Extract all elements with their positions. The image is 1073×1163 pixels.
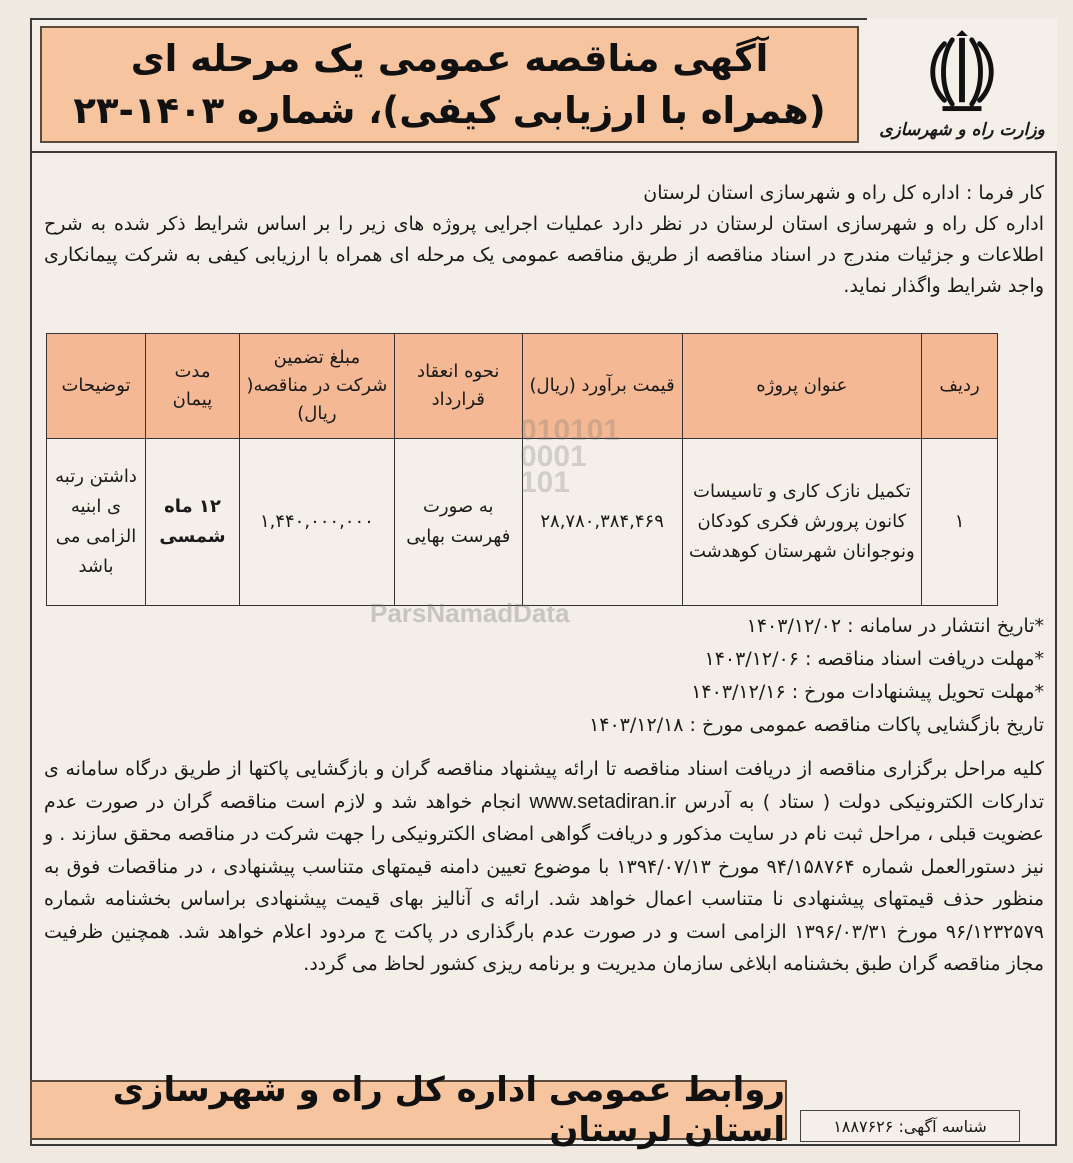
cell-estimate: ۲۸,۷۸۰,۳۸۴,۴۶۹ xyxy=(522,439,682,606)
notice-title: آگهی مناقصه عمومی یک مرحله ای xyxy=(130,36,769,80)
title-banner xyxy=(40,26,859,143)
header-project-title: عنوان پروژه xyxy=(682,334,922,439)
conditions-section xyxy=(44,753,1044,981)
cell-duration: ۱۲ ماه شمسی xyxy=(145,439,239,606)
conditions-paragraph xyxy=(44,753,1044,981)
header-notes: توضیحات xyxy=(47,334,146,439)
ministry-logo-block xyxy=(867,18,1057,151)
conditions-part2: انجام خواهد شد و لازم است مناقصه گران در صورت عدم عضویت قبلی ، مراحل ثبت نام در سایت مذکور و دریافت گواهی امضای الکترونیکی را جهت شرکت در مناقصه محقق سازند . و نیز دستورالعمل شماره ۹۴/۱۵۸۷۶۴ مورخ ۱۳۹۴/۰۷/۱۳ با موضوع تعیین دامنه قیمتهای متناسب پیشنهادی ، در مناقصات فوق به منظور حذف قیمتهای پیشنهادی نا متناسب اعمال خواهد شد. ارائه ی آنالیز بهای قیمت پیشنهادی براساس بخشنامه شماره ۹۶/۱۲۳۲۵۷۹ مورخ ۱۳۹۶/۰۳/۳۱ الزامی است و در صورت عدم بارگذاری در پاکت ج مردود اعلام خواهد شد. همچنین ظرفیت مجاز مناقصه گران طبق بخشنامه ابلاغی سازمان مدیریت و برنامه ریزی کشور لحاظ می گردد. xyxy=(44,790,1044,975)
watermark-digits: 010101 0001 101 xyxy=(520,414,621,499)
header-duration: مدت پیمان xyxy=(145,334,239,439)
setad-link[interactable]: www.setadiran.ir xyxy=(529,790,677,813)
iran-emblem-icon xyxy=(923,30,1001,116)
intro-paragraph: اداره کل راه و شهرسازی استان لرستان در نظر دارد عملیات اجرایی پروژه های زیر را بر اساس شرایط ذکر شده به شرح اطلاعات و جزئیات مندرج در اسناد مناقصه از طریق مناقصه عمومی یک مرحله ای همراه با ارزیابی کیفی به شرکت پیمانکاری واجد شرایط واگذار نماید. xyxy=(44,213,1044,297)
intro-section xyxy=(44,178,1044,302)
docs-deadline: *مهلت دریافت اسناد مناقصه : ۱۴۰۳/۱۲/۰۶ xyxy=(704,648,1044,670)
header-guarantee: مبلغ تضمین شرکت در مناقصه( ریال) xyxy=(239,334,394,439)
cell-guarantee: ۱,۴۴۰,۰۰۰,۰۰۰ xyxy=(239,439,394,606)
header-estimate: قیمت برآورد (ریال) xyxy=(522,334,682,439)
publish-date: *تاریخ انتشار در سامانه : ۱۴۰۳/۱۲/۰۲ xyxy=(746,615,1044,637)
conditions-part1: کلیه مراحل برگزاری مناقصه از دریافت اسناد مناقصه تا ارائه پیشنهاد مناقصه گران و بازگشایی پاکتها از طریق درگاه سامانه ی تدارکات الکترونیکی دولت ( ستاد ) به آدرس xyxy=(44,758,1044,813)
header-row-number: ردیف xyxy=(922,334,998,439)
cell-row-number: ۱ xyxy=(922,439,998,606)
header-contract-type: نحوه انعقاد قرارداد xyxy=(394,334,522,439)
cell-contract-type: به صورت فهرست بهایی xyxy=(394,439,522,606)
cell-notes: داشتن رتبه ی ابنیه الزامی می باشد xyxy=(47,439,146,606)
opening-date: تاریخ بازگشایی پاکات مناقصه عمومی مورخ : ۱۴۰۳/۱۲/۱۸ xyxy=(589,714,1044,736)
footer-signature: روابط عمومی اداره کل راه و شهرسازی استان لرستان xyxy=(30,1080,787,1140)
dates-section xyxy=(44,610,1044,742)
notice-subtitle: (همراه با ارزیابی کیفی)، شماره ۱۴۰۳-۲۳ xyxy=(73,88,826,132)
employer-line: کار فرما : اداره کل راه و شهرسازی استان لرستان xyxy=(643,182,1044,204)
ad-id-badge: شناسه آگهی: ۱۸۸۷۶۲۶ xyxy=(800,1110,1020,1142)
watermark-brand: ParsNamadData xyxy=(370,598,570,628)
cell-project-title: تکمیل نازک کاری و تاسیسات کانون پرورش فکری کودکان ونوجوانان شهرستان کوهدشت xyxy=(682,439,922,606)
notice-header xyxy=(30,18,1057,153)
ministry-name: وزارت راه و شهرسازی xyxy=(879,119,1045,140)
offers-deadline: *مهلت تحویل پیشنهادات مورخ : ۱۴۰۳/۱۲/۱۶ xyxy=(691,681,1044,703)
